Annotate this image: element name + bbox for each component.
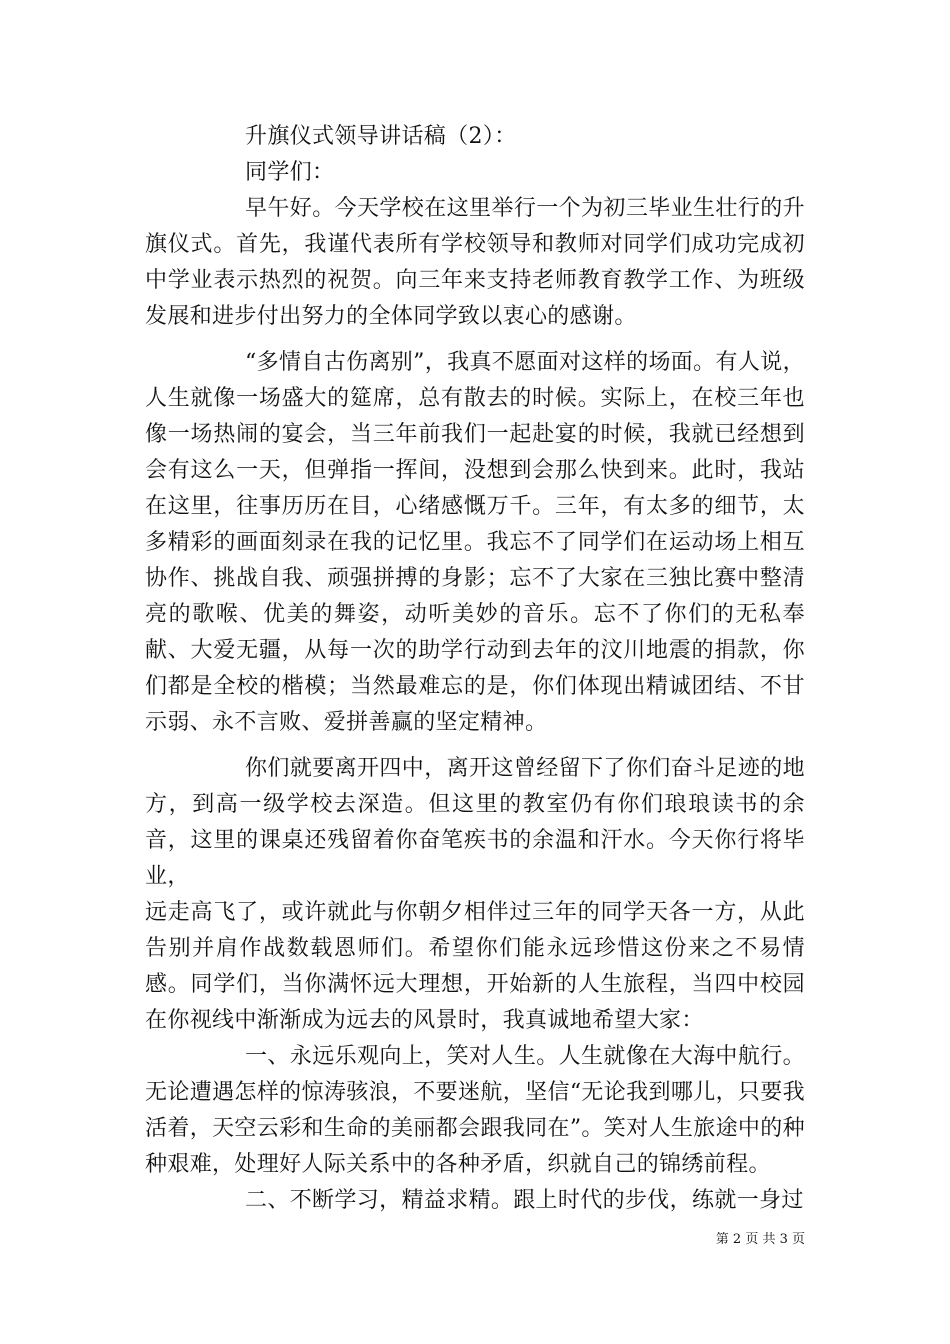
paragraph-greeting: 早午好。今天学校在这里举行一个为初三毕业生壮行的升旗仪式。首先，我谨代表所有学校领导和教师对同学们成功完成初中学业表示热烈的祝贺。向三年来支持老师教育教学工作、为班级发展和进步付出努力的全体同学致以衷心的感谢。 <box>145 196 805 329</box>
paragraph-point-one: 一、永远乐观向上，笑对人生。人生就像在大海中航行。无论遭遇怎样的惊涛骇浪，不要迷航，坚信“无论我到哪儿，只要我活着，天空云彩和生命的美丽都会跟我同在”。笑对人生旅途中的种种艰难，处理好人际关系中的各种矛盾，织就自己的锦绣前程。 <box>145 1044 805 1177</box>
page-number: 第 2 页 共 3 页 <box>715 1232 805 1247</box>
salutation: 同学们： <box>245 160 335 185</box>
paragraph-farewell: “多情自古伤离别”，我真不愿面对这样的场面。有人说，人生就像一场盛大的筵席，总有散去的时候。实际上，在校三年也像一场热闹的宴会，当三年前我们一起赴宴的时候，我就已经想到会有这么一天，但弹指一挥间，没想到会那么快到来。此时，我站在这里，往事历历在目，心绪感慨万千。三年，有太多的细节，太多精彩的画面刻录在我的记忆里。我忘不了同学们在运动场上相互协作、挑战自我、顽强拼搏的身影；忘不了大家在三独比赛中整清亮的歌喉、优美的舞姿，动听美妙的音乐。忘不了你们的无私奉献、大爱无疆，从每一次的助学行动到去年的汶川地震的捐款，你们都是全校的楷模；当然最难忘的是，你们体现出精诚团结、不甘示弱、永不言败、爱拼善赢的坚定精神。 <box>145 350 805 735</box>
paragraph-point-two: 二、不断学习，精益求精。跟上时代的步伐，练就一身过 <box>245 1188 804 1213</box>
paragraph-leaving: 你们就要离开四中，离开这曾经留下了你们奋斗足迹的地方，到高一级学校去深造。但这里的教室仍有你们琅琅读书的余音，这里的课桌还残留着你奋笔疾书的余温和汗水。今天你行将毕业， <box>145 756 805 889</box>
document-title: 升旗仪式领导讲话稿（2）： <box>245 124 517 149</box>
document-body <box>145 119 805 1219</box>
paragraph-continuation: 远走高飞了，或许就此与你朝夕相伴过三年的同学天各一方，从此告别并肩作战数载恩师们。希望你们能永远珍惜这份来之不易情感。同学们，当你满怀远大理想，开始新的人生旅程，当四中校园在你视线中渐渐成为远去的风景时，我真诚地希望大家： <box>145 900 805 1033</box>
